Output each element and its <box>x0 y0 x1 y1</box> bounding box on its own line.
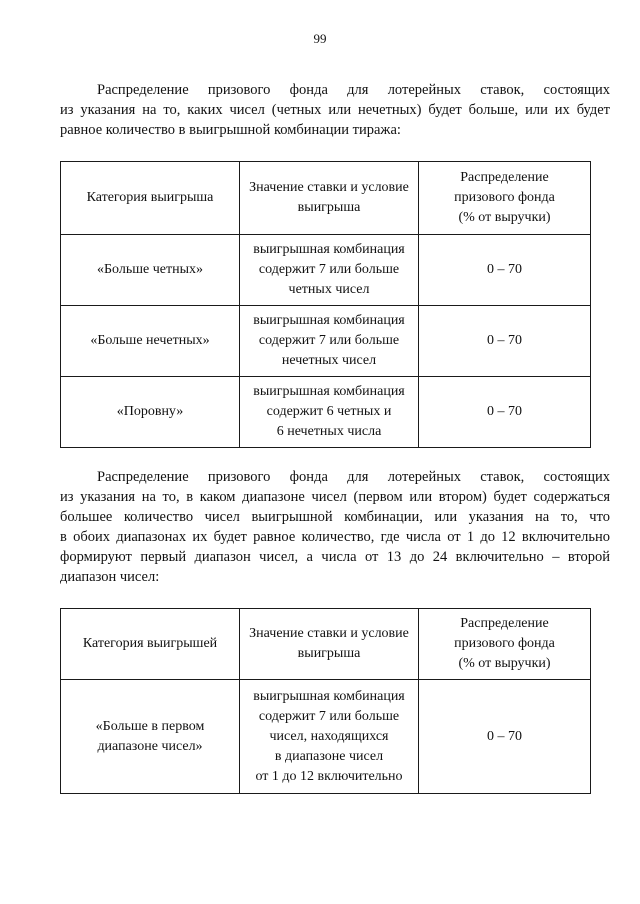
paragraph-line: большее количество чисел выигрышной комбинации, или указания на то, что <box>60 509 610 525</box>
cell-text: в диапазоне чисел <box>274 748 384 764</box>
page-number: 99 <box>313 31 327 46</box>
cell-distribution: 0 – 70 <box>419 680 591 794</box>
cell-text: содержит 7 или больше <box>258 708 400 724</box>
header-category <box>61 609 240 680</box>
paragraph-line: Распределение призового фонда для лотерейных ставок, состоящих <box>97 82 610 98</box>
paragraph-intro-ranges <box>60 467 610 587</box>
header-text: выигрыша <box>297 646 361 661</box>
header-text: призового фонда <box>454 636 555 651</box>
cell-category <box>61 680 240 794</box>
cell-text: от 1 до 12 включительно <box>255 768 403 784</box>
cell-text: содержит 6 четных и <box>266 404 392 419</box>
paragraph-intro-even-odd <box>60 80 610 140</box>
cell-condition <box>240 680 419 794</box>
prize-table-ranges <box>60 608 591 794</box>
header-text: выигрыша <box>297 200 361 215</box>
paragraph-line: из указания на то, в каком диапазоне чисел (первом или втором) будет содержаться <box>60 489 610 505</box>
header-distribution <box>419 162 591 235</box>
header-text: призового фонда <box>454 190 555 205</box>
table-header-row <box>61 609 591 680</box>
cell-category: «Поровну» <box>61 377 240 448</box>
header-text: Распределение <box>460 170 549 185</box>
cell-text: 6 нечетных числа <box>276 424 382 439</box>
cell-distribution: 0 – 70 <box>419 235 591 306</box>
cell-text: содержит 7 или больше <box>258 262 400 277</box>
paragraph-line: диапазон чисел: <box>60 569 160 585</box>
cell-text: выигрышная комбинация <box>253 313 405 328</box>
cell-text: чисел, находящихся <box>269 728 389 744</box>
cell-condition <box>240 235 419 306</box>
header-text: Значение ставки и условие <box>249 180 409 195</box>
table-row <box>61 235 591 306</box>
table-row <box>61 377 591 448</box>
header-condition <box>240 162 419 235</box>
header-text: Категория выигрыша <box>86 190 214 205</box>
table-header-row <box>61 162 591 235</box>
header-text: (% от выручки) <box>458 656 551 671</box>
table-row <box>61 680 591 794</box>
cell-text: нечетных чисел <box>281 353 377 368</box>
cell-distribution: 0 – 70 <box>419 306 591 377</box>
cell-text: «Больше в первом <box>95 718 205 734</box>
cell-text: содержит 7 или больше <box>258 333 400 348</box>
paragraph-line: равное количество в выигрышной комбинации тиража: <box>60 122 401 138</box>
header-text: Значение ставки и условие <box>249 626 409 641</box>
cell-condition <box>240 377 419 448</box>
cell-category: «Больше четных» <box>61 235 240 306</box>
cell-condition <box>240 306 419 377</box>
cell-distribution: 0 – 70 <box>419 377 591 448</box>
header-distribution <box>419 609 591 680</box>
cell-category: «Больше нечетных» <box>61 306 240 377</box>
table-row <box>61 306 591 377</box>
paragraph-line: формируют первый диапазон чисел, а числа от 13 до 24 включительно – второй <box>60 549 610 565</box>
cell-text: четных чисел <box>288 282 370 297</box>
header-text: (% от выручки) <box>458 210 551 225</box>
paragraph-line: из указания на то, каких чисел (четных или нечетных) будет больше, или их будет <box>60 102 610 118</box>
header-condition <box>240 609 419 680</box>
cell-text: выигрышная комбинация <box>253 384 405 399</box>
header-text: Распределение <box>460 616 549 631</box>
cell-text: выигрышная комбинация <box>253 688 405 704</box>
header-text: Категория выигрышей <box>82 636 218 651</box>
paragraph-line: Распределение призового фонда для лотерейных ставок, состоящих <box>97 469 610 485</box>
header-category <box>61 162 240 235</box>
prize-table-even-odd <box>60 161 591 448</box>
cell-text: выигрышная комбинация <box>253 242 405 257</box>
cell-text: диапазоне чисел» <box>97 738 203 754</box>
paragraph-line: в обоих диапазонах их будет равное количество, где числа от 1 до 12 включительно <box>60 529 610 545</box>
